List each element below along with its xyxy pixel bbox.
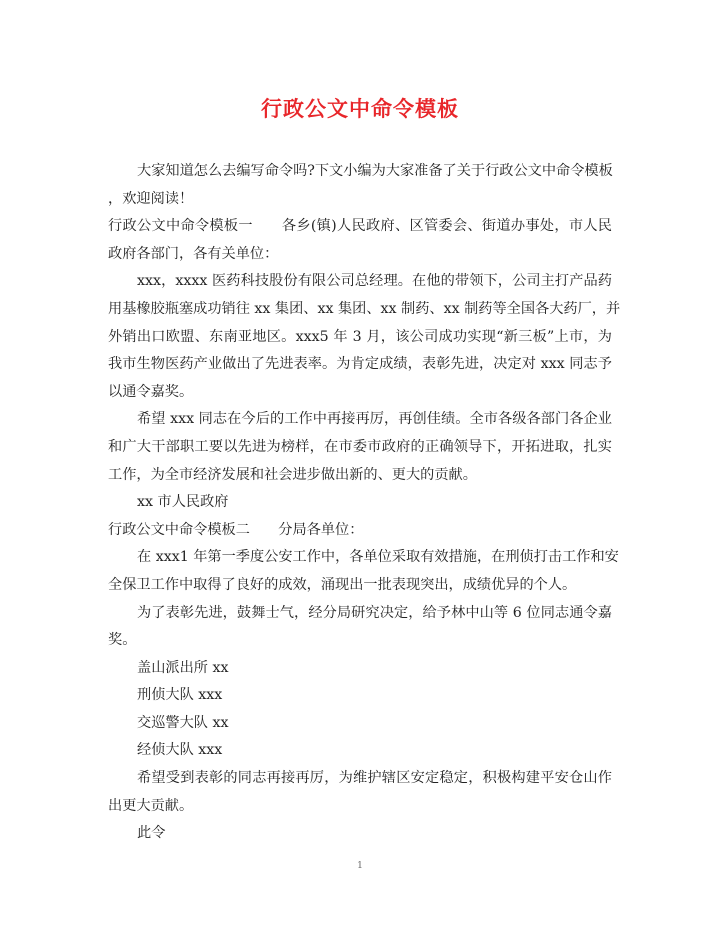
text-line: xx 市人民政府 [137,494,229,511]
text-line: 用基橡胶瓶塞成功销往 xx 集团、xx 集团、xx 制药、xx 制药等全国各大药厂，并 [108,300,621,317]
text-line: 奖。 [108,632,137,649]
text-line: 盖山派出所 xx [137,659,229,676]
text-line: 和广大干部职工要以先进为榜样，在市委市政府的正确领导下，开拓进取，扎实 [108,438,612,455]
text-line: 交巡警大队 xx [137,714,229,731]
text-line: 工作，为全市经济发展和社会进步做出新的、更大的贡献。 [108,466,477,483]
text-line: ，欢迎阅读！ [108,190,194,207]
text-line: 刑侦大队 xxx [137,687,223,704]
text-line: 经侦大队 xxx [137,742,223,759]
text-line: 大家知道怎么去编写命令吗?下文小编为大家准备了关于行政公文中命令模板 [137,163,613,179]
text-line: 以通令嘉奖。 [108,383,194,400]
text-line: 行政公文中命令模板一 各乡(镇)人民政府、区管委会、街道办事处，市人民 [108,218,612,235]
text-line: 行政公文中命令模板二 分局各单位： [108,521,364,538]
text-line: 希望 xxx 同志在今后的工作中再接再厉，再创佳绩。全市各级各部门各企业 [137,411,612,428]
document-body [108,158,621,848]
text-line: xxx，xxxx 医药科技股份有限公司总经理。在他的带领下，公司主打产品药 [137,273,612,290]
text-line: 全保卫工作中取得了良好的成效，涌现出一批表现突出，成绩优异的个人。 [108,576,577,593]
text-line: 希望受到表彰的同志再接再厉，为维护辖区安定稳定，积极构建平安仓山作 [137,770,612,787]
text-line: 此令 [137,825,166,842]
text-line: 外销出口欧盟、东南亚地区。xxx5 年 3 月，该公司成功实现“新三板”上市，为 [108,328,612,345]
document-title: 行政公文中命令模板 [261,96,459,121]
text-line: 出更大贡献。 [108,797,194,814]
text-line: 在 xxx1 年第一季度公安工作中，各单位采取有效措施，在刑侦打击工作和安 [137,549,619,566]
text-line: 政府各部门，各有关单位： [108,245,279,262]
text-line: 为了表彰先进，鼓舞士气，经分局研究决定，给予林中山等 6 位同志通令嘉 [137,604,612,621]
text-line: 我市生物医药产业做出了先进表率。为肯定成绩，表彰先进，决定对 xxx 同志予 [108,356,612,373]
page-number: 1 [357,861,363,871]
